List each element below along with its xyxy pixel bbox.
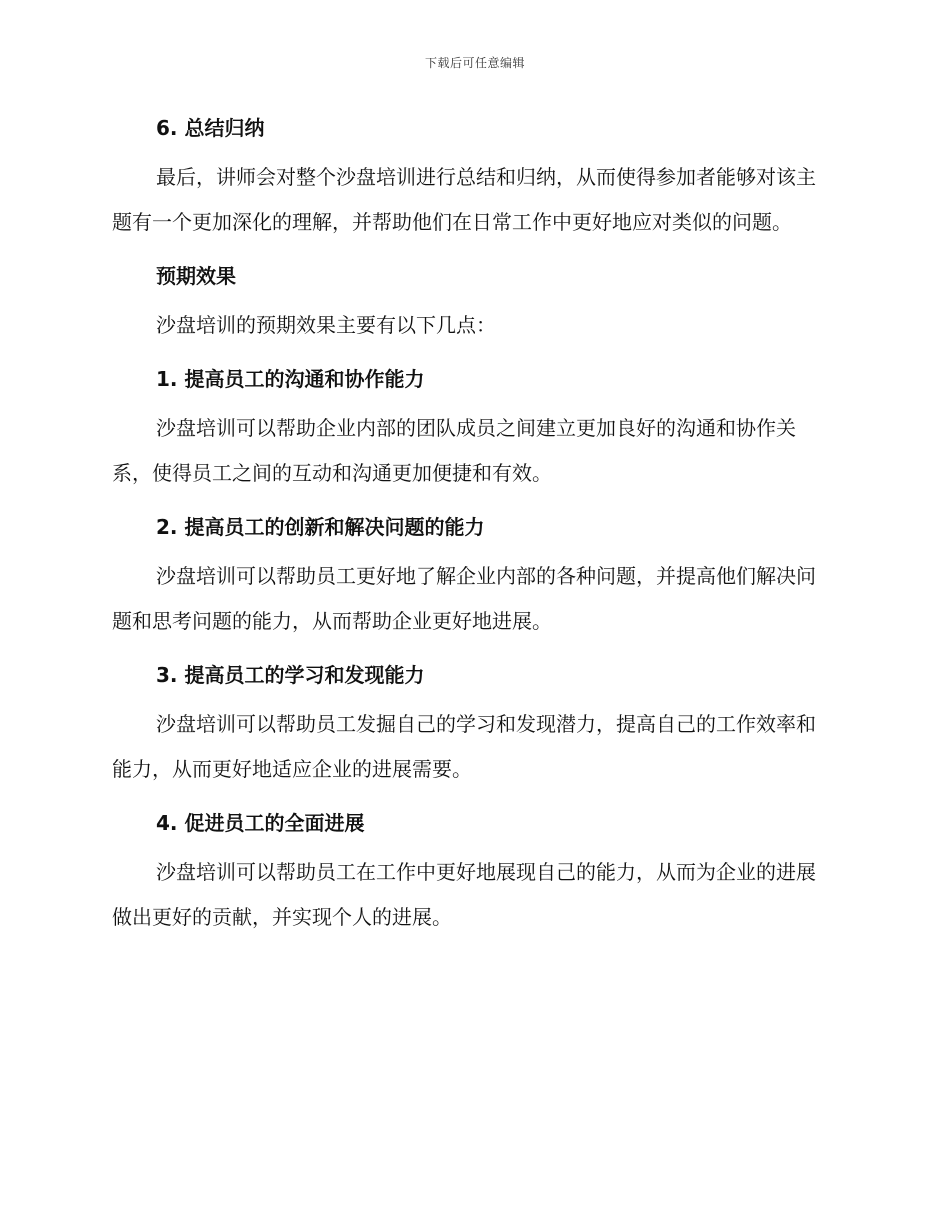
paragraph-summary: 最后，讲师会对整个沙盘培训进行总结和归纳，从而使得参加者能够对该主题有一个更加深化的理解，并帮助他们在日常工作中更好地应对类似的问题。 (112, 165, 816, 234)
section-heading-development: 4. 促进员工的全面进展 (156, 811, 365, 835)
page-header-note: 下载后可任意编辑 (424, 56, 525, 70)
section-heading-communication: 1. 提高员工的沟通和协作能力 (156, 367, 425, 391)
paragraph-innovation: 沙盘培训可以帮助员工更好地了解企业内部的各种问题，并提高他们解决问题和思考问题的能力，从而帮助企业更好地进展。 (112, 564, 816, 633)
paragraph-communication: 沙盘培训可以帮助企业内部的团队成员之间建立更加良好的沟通和协作关系，使得员工之间的互动和沟通更加便捷和有效。 (112, 416, 796, 485)
section-heading-innovation: 2. 提高员工的创新和解决问题的能力 (156, 515, 485, 539)
section-heading-summary: 6. 总结归纳 (156, 116, 265, 140)
section-heading-learning: 3. 提高员工的学习和发现能力 (156, 663, 425, 687)
section-heading-expected-effects: 预期效果 (156, 264, 236, 288)
paragraph-development: 沙盘培训可以帮助员工在工作中更好地展现自己的能力，从而为企业的进展做出更好的贡献，并实现个人的进展。 (112, 860, 816, 929)
paragraph-expected-effects-intro: 沙盘培训的预期效果主要有以下几点： (156, 313, 496, 337)
paragraph-learning: 沙盘培训可以帮助员工发掘自己的学习和发现潜力，提高自己的工作效率和能力，从而更好地适应企业的进展需要。 (112, 712, 816, 781)
document-body (112, 112, 832, 940)
